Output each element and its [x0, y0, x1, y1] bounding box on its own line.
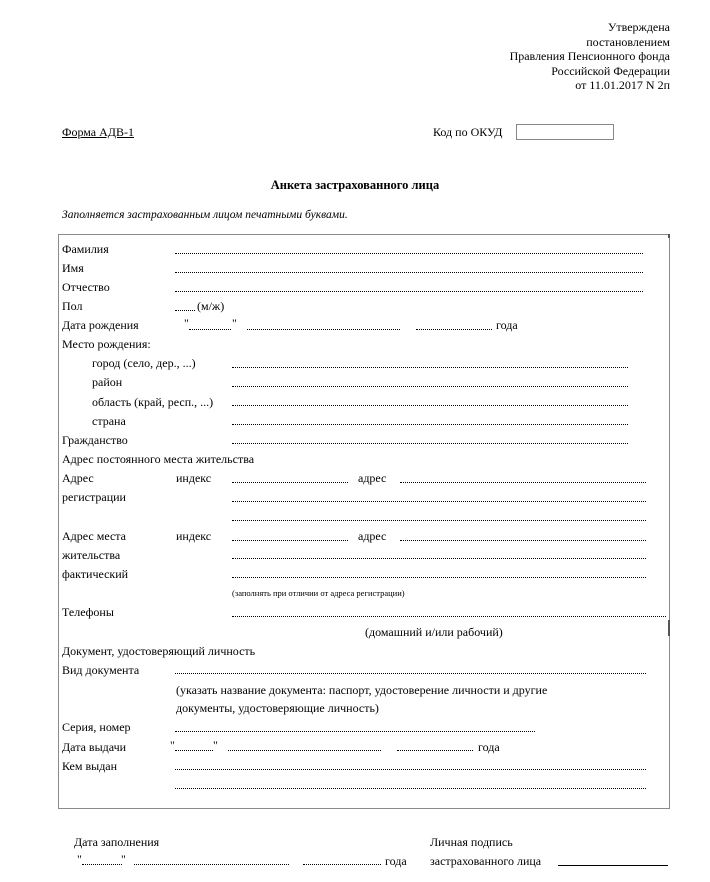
district-label: район [92, 375, 123, 389]
issued-by-field[interactable] [175, 769, 646, 770]
doc-type-field[interactable] [175, 673, 646, 674]
form-name: Форма АДВ-1 [62, 125, 134, 139]
issue-quote-close: " [213, 738, 218, 752]
fact-address-word: адрес [358, 529, 387, 543]
fact-address-label-3: фактический [62, 567, 129, 581]
fill-quote-close: " [121, 852, 126, 866]
id-doc-label: Документ, удостоверяющий личность [62, 644, 256, 658]
fill-year-field[interactable] [303, 864, 381, 865]
page-title: Анкета застрахованного лица [270, 178, 440, 192]
fact-address-hint: (заполнять при отличии от адреса регистрации) [232, 588, 405, 598]
fill-note: Заполняется застрахованным лицом печатными буквами. [62, 209, 348, 221]
phones-label: Телефоны [62, 605, 114, 619]
country-label: страна [92, 414, 126, 428]
district-field[interactable] [232, 386, 628, 387]
fact-address-label-2: жительства [62, 548, 121, 562]
sex-field[interactable] [175, 310, 195, 311]
surname-label: Фамилия [62, 242, 109, 256]
frame-tick [668, 234, 670, 238]
phones-field[interactable] [232, 616, 666, 617]
fact-address-field[interactable] [400, 540, 646, 541]
fill-year-word: года [385, 854, 407, 868]
sex-label: Пол [62, 299, 83, 313]
fact-index-field[interactable] [232, 540, 348, 541]
region-field[interactable] [232, 405, 628, 406]
series-field[interactable] [175, 731, 535, 732]
approval-block [510, 20, 670, 93]
doc-type-hint-2: документы, удостоверяющие личность) [176, 701, 379, 715]
issue-quote-open: " [170, 738, 175, 752]
birthplace-label: Место рождения: [62, 337, 151, 351]
region-label: область (край, респ., ...) [92, 395, 214, 409]
reg-address-word: адрес [358, 471, 387, 485]
issued-by-label: Кем выдан [62, 759, 118, 773]
permanent-address-label: Адрес постоянного места жительства [62, 452, 255, 466]
form-frame [58, 234, 670, 809]
fill-day-field[interactable] [82, 864, 122, 865]
reg-address-field[interactable] [400, 482, 646, 483]
surname-field[interactable] [175, 253, 643, 254]
dob-quote-close: " [232, 316, 237, 330]
frame-tick [668, 620, 670, 636]
fill-quote-open: " [77, 852, 82, 866]
okud-label: Код по ОКУД [433, 125, 503, 139]
issue-year-word: года [478, 740, 500, 754]
patronymic-label: Отчество [62, 280, 110, 294]
fact-index-label: индекс [176, 529, 212, 543]
city-field[interactable] [232, 367, 628, 368]
issue-date-label: Дата выдачи [62, 740, 127, 754]
signature-field[interactable] [558, 865, 668, 866]
issue-year-field[interactable] [397, 750, 473, 751]
approval-line: Правления Пенсионного фонда [509, 49, 670, 64]
issue-day-field[interactable] [175, 750, 213, 751]
approval-line: Российской Федерации [551, 63, 670, 78]
dob-year-word: года [496, 318, 518, 332]
name-label: Имя [62, 261, 84, 275]
reg-index-field[interactable] [232, 482, 348, 483]
reg-address-label-2: регистрации [62, 490, 126, 504]
dob-label: Дата рождения [62, 318, 139, 332]
phones-hint: (домашний и/или рабочий) [365, 625, 503, 639]
reg-address-field-3[interactable] [232, 520, 646, 521]
doc-type-label: Вид документа [62, 663, 140, 677]
dob-year-field[interactable] [416, 329, 492, 330]
fill-month-field[interactable] [134, 864, 289, 865]
patronymic-field[interactable] [175, 291, 643, 292]
signature-label: Личная подпись [430, 835, 513, 849]
citizenship-label: Гражданство [62, 433, 128, 447]
citizenship-field[interactable] [232, 443, 628, 444]
fact-address-label: Адрес места [62, 529, 126, 543]
dob-day-field[interactable] [189, 329, 231, 330]
country-field[interactable] [232, 424, 628, 425]
series-label: Серия, номер [62, 720, 131, 734]
sex-hint: (м/ж) [197, 299, 225, 313]
fact-address-field-3[interactable] [232, 577, 646, 578]
fact-address-field-2[interactable] [232, 558, 646, 559]
dob-quote-open: " [184, 316, 189, 330]
name-field[interactable] [175, 272, 643, 273]
approval-line: Утверждена [607, 20, 670, 34]
issue-month-field[interactable] [228, 750, 381, 751]
reg-index-label: индекс [176, 471, 212, 485]
issued-by-field-2[interactable] [175, 788, 646, 789]
reg-address-field-2[interactable] [232, 501, 646, 502]
dob-month-field[interactable] [247, 329, 400, 330]
city-label: город (село, дер., ...) [92, 356, 196, 370]
signature-label-2: застрахованного лица [430, 854, 542, 868]
approval-line: от 11.01.2017 N 2п [575, 78, 670, 93]
okud-input[interactable] [516, 124, 614, 140]
doc-type-hint: (указать название документа: паспорт, удостоверение личности и другие [176, 683, 548, 697]
fill-date-label: Дата заполнения [74, 835, 160, 849]
reg-address-label: Адрес [62, 471, 94, 485]
approval-line: постановлением [586, 34, 670, 49]
